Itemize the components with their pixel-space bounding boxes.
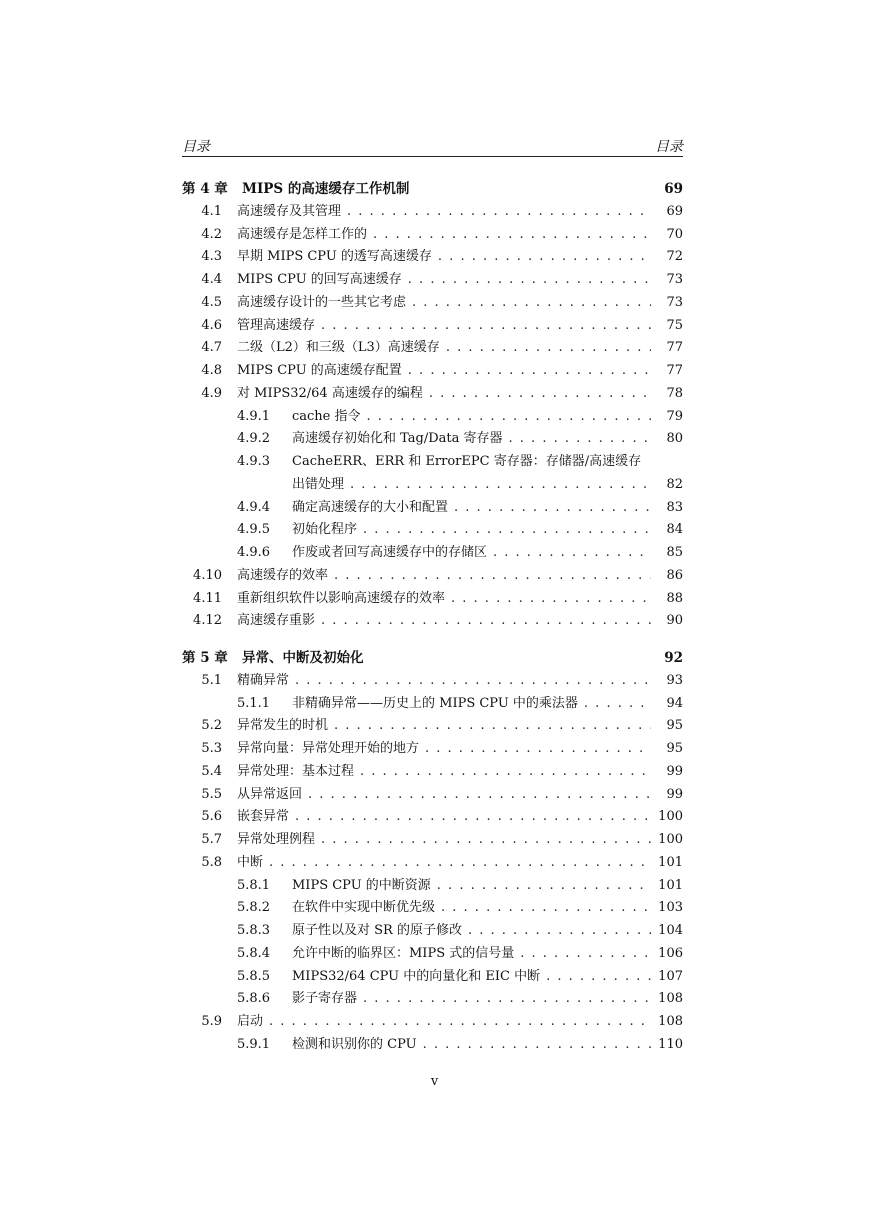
toc-subsection-entry[interactable]: [182, 920, 683, 943]
entry-page: 103: [658, 900, 683, 916]
dot-leader: [546, 966, 651, 989]
entry-number: 4.5: [201, 294, 222, 310]
table-of-contents: [182, 178, 683, 1057]
entry-number: 4.12: [193, 613, 222, 629]
toc-section-entry[interactable]: [182, 852, 683, 875]
entry-page: 94: [666, 695, 683, 711]
chapter-title: MIPS 的高速缓存工作机制: [242, 181, 410, 197]
dot-leader: [363, 519, 651, 542]
entry-title: 高速缓存的效率: [237, 567, 329, 583]
entry-number: 4.9.2: [237, 431, 271, 447]
entry-page: 108: [658, 991, 683, 1007]
entry-title: 启动: [237, 1014, 264, 1029]
entry-page: 80: [666, 431, 683, 447]
toc-subsection-entry[interactable]: [182, 519, 683, 542]
dot-leader: [269, 852, 651, 875]
entry-title: 检测和识别你的 CPU: [292, 1036, 417, 1052]
entry-page: 95: [666, 741, 683, 756]
toc-subsection-entry[interactable]: [182, 988, 683, 1011]
header-right: 目录: [655, 139, 683, 155]
entry-number: 5.4: [201, 763, 222, 779]
entry-title: 对 MIPS32/64 高速缓存的编程: [237, 385, 423, 401]
entry-page: 88: [666, 590, 683, 606]
dot-leader: [347, 201, 651, 224]
entry-title: 非精确异常——历史上的 MIPS CPU 中的乘法器: [292, 695, 578, 711]
dot-leader: [367, 406, 651, 429]
toc-subsection-entry[interactable]: [182, 542, 683, 565]
chapter-title: 异常、中断及初始化: [242, 650, 364, 666]
entry-number: 5.1: [201, 672, 222, 688]
toc-subsection-entry[interactable]: [182, 897, 683, 920]
entry-page: 73: [666, 294, 683, 310]
entry-title: 确定高速缓存的大小和配置: [292, 499, 449, 515]
toc-section-entry[interactable]: [182, 1011, 683, 1034]
dot-leader: [334, 565, 651, 588]
dot-leader: [451, 588, 651, 611]
entry-title: 精确异常: [237, 672, 290, 688]
toc-section-entry[interactable]: [182, 738, 683, 761]
entry-title: 作废或者回写高速缓存中的存储区: [292, 545, 488, 560]
toc-subsection-entry[interactable]: [182, 497, 683, 520]
dot-leader: [584, 693, 651, 716]
chapter-page: 69: [664, 181, 683, 197]
chapter-page: 92: [664, 650, 683, 666]
entry-title: 管理高速缓存: [237, 317, 316, 333]
entry-page: 99: [666, 763, 683, 779]
entry-page: 79: [666, 408, 683, 424]
dot-leader: [408, 360, 651, 383]
entry-title: 原子性以及对 SR 的原子修改: [292, 923, 462, 938]
toc-section-entry[interactable]: [182, 383, 683, 406]
entry-title: 异常向量：异常处理开始的地方: [237, 741, 420, 756]
entry-number: 4.4: [201, 272, 222, 287]
entry-number: 4.11: [193, 590, 222, 606]
dot-leader: [509, 428, 651, 451]
dot-leader: [360, 761, 651, 784]
entry-title: 允许中断的临界区：MIPS 式的信号量: [292, 945, 515, 961]
entry-page: 85: [666, 545, 683, 560]
dot-leader: [373, 224, 651, 247]
entry-title: cache 指令: [292, 408, 361, 424]
entry-title: 高速缓存设计的一些其它考虑: [237, 294, 407, 310]
entry-page: 75: [666, 317, 683, 333]
entry-page: 84: [666, 522, 683, 538]
entry-number: 5.1.1: [237, 695, 271, 711]
toc-section-entry[interactable]: [182, 610, 683, 633]
entry-title: 出错处理: [292, 476, 345, 492]
dot-leader: [350, 474, 651, 497]
toc-section-entry[interactable]: [182, 670, 683, 693]
chapter-label: 第 4 章: [182, 181, 228, 197]
entry-number: 4.1: [201, 203, 222, 219]
entry-number: 5.8.1: [237, 877, 271, 893]
dot-leader: [423, 1034, 651, 1057]
entry-title: 二级（L2）和三级（L3）高速缓存: [237, 340, 440, 356]
entry-title: MIPS CPU 的高速缓存配置: [237, 363, 402, 378]
toc-subsection-entry[interactable]: [182, 1034, 683, 1057]
entry-page: 73: [666, 272, 683, 287]
entry-page: 77: [666, 363, 683, 378]
page-number: v: [430, 1074, 439, 1089]
entry-number: 5.2: [201, 718, 222, 734]
entry-number: 4.9.6: [237, 545, 271, 560]
entry-page: 101: [658, 877, 683, 893]
entry-page: 99: [666, 786, 683, 802]
entry-number: 5.8.3: [237, 923, 271, 938]
entry-number: 5.7: [201, 832, 222, 847]
toc-section-entry[interactable]: [182, 715, 683, 738]
chapter-heading[interactable]: [182, 178, 683, 201]
header-left: 目录: [182, 139, 210, 155]
dot-leader: [408, 269, 651, 292]
dot-leader: [520, 943, 651, 966]
entry-title: 嵌套异常: [237, 809, 290, 825]
entry-number: 4.10: [193, 567, 222, 583]
entry-title: 在软件中实现中断优先级: [292, 900, 436, 916]
chapter-heading[interactable]: [182, 647, 683, 670]
entry-title: 高速缓存是怎样工作的: [237, 226, 368, 242]
entry-page: 90: [666, 613, 683, 629]
entry-number: 5.8.6: [237, 991, 271, 1007]
entry-number: 4.9.5: [237, 522, 271, 538]
toc-section-entry[interactable]: [182, 337, 683, 360]
entry-page: 69: [666, 203, 683, 219]
toc-subsection-entry[interactable]: [182, 943, 683, 966]
entry-number: 5.9.1: [237, 1036, 271, 1052]
toc-subsection-entry[interactable]: [182, 966, 683, 989]
entry-number: 5.9: [201, 1014, 222, 1029]
entry-number: 5.6: [201, 809, 222, 825]
entry-title: 异常处理例程: [237, 832, 316, 847]
entry-number: 4.6: [201, 317, 222, 333]
toc-subsection-entry[interactable]: [182, 428, 683, 451]
entry-number: 4.2: [201, 226, 222, 242]
entry-number: 5.5: [201, 786, 222, 802]
entry-page: 82: [666, 476, 683, 492]
entry-title: 异常处理：基本过程: [237, 763, 355, 779]
toc-section-entry[interactable]: [182, 784, 683, 807]
entry-title: 早期 MIPS CPU 的透写高速缓存: [237, 249, 432, 265]
entry-page: 77: [666, 340, 683, 356]
entry-page: 86: [666, 567, 683, 583]
entry-title: 中断: [237, 854, 264, 870]
entry-title: 初始化程序: [292, 522, 358, 538]
entry-title: 异常发生的时机: [237, 718, 329, 734]
toc-subsection-entry[interactable]: [182, 693, 683, 716]
entry-number: 5.3: [201, 741, 222, 756]
entry-page: 107: [658, 968, 683, 984]
toc-section-entry[interactable]: [182, 806, 683, 829]
dot-leader: [468, 920, 651, 943]
chapter-gap: [182, 633, 683, 647]
entry-number: 4.9.1: [237, 408, 271, 424]
toc-section-entry[interactable]: [182, 269, 683, 292]
entry-page: 83: [666, 499, 683, 515]
entry-number: 4.3: [201, 249, 222, 265]
entry-number: 4.9.3: [237, 454, 271, 469]
running-header: [182, 136, 683, 157]
dot-leader: [308, 784, 651, 807]
dot-leader: [269, 1011, 651, 1034]
dot-leader: [334, 715, 651, 738]
toc-subsection-entry[interactable]: [182, 474, 683, 497]
toc-section-entry[interactable]: [182, 761, 683, 784]
dot-leader: [446, 337, 651, 360]
dot-leader: [321, 829, 651, 852]
entry-page: 72: [666, 249, 683, 265]
entry-page: 100: [658, 809, 683, 825]
entry-title: 高速缓存重影: [237, 613, 316, 629]
toc-section-entry[interactable]: [182, 224, 683, 247]
entry-number: 5.8.5: [237, 968, 271, 984]
dot-leader: [493, 542, 651, 565]
dot-leader: [441, 897, 651, 920]
entry-number: 5.8: [201, 854, 222, 870]
toc-section-entry[interactable]: [182, 246, 683, 269]
entry-title: 高速缓存初始化和 Tag/Data 寄存器: [292, 431, 503, 447]
dot-leader: [295, 806, 651, 829]
toc-section-entry[interactable]: [182, 565, 683, 588]
entry-page: 104: [658, 923, 683, 938]
toc-subsection-entry[interactable]: [182, 406, 683, 429]
toc-section-entry[interactable]: [182, 829, 683, 852]
dot-leader: [454, 497, 651, 520]
entry-title: 影子寄存器: [292, 991, 358, 1007]
dot-leader: [363, 988, 651, 1011]
entry-title: MIPS32/64 CPU 中的向量化和 EIC 中断: [292, 968, 541, 984]
entry-page: 101: [658, 854, 683, 870]
entry-page: 95: [666, 718, 683, 734]
entry-number: 4.9: [201, 385, 222, 401]
entry-title: MIPS CPU 的中断资源: [292, 877, 431, 893]
toc-subsection-entry[interactable]: [182, 451, 683, 474]
entry-number: 4.7: [201, 340, 222, 356]
dot-leader: [412, 292, 651, 315]
entry-page: 78: [666, 385, 683, 401]
dot-leader: [438, 246, 651, 269]
dot-leader: [321, 610, 651, 633]
dot-leader: [295, 670, 651, 693]
entry-title: 重新组织软件以影响高速缓存的效率: [237, 590, 446, 606]
entry-title: CacheERR、ERR 和 ErrorEPC 寄存器：存储器/高速缓存: [292, 454, 642, 469]
entry-page: 100: [658, 832, 683, 847]
toc-section-entry[interactable]: [182, 201, 683, 224]
entry-number: 5.8.4: [237, 945, 271, 961]
entry-page: 93: [666, 672, 683, 688]
entry-number: 4.8: [201, 363, 222, 378]
entry-page: 70: [666, 226, 683, 242]
entry-number: 4.9.4: [237, 499, 271, 515]
toc-section-entry[interactable]: [182, 588, 683, 611]
toc-section-entry[interactable]: [182, 292, 683, 315]
toc-section-entry[interactable]: [182, 315, 683, 338]
entry-title: MIPS CPU 的回写高速缓存: [237, 272, 402, 287]
entry-number: 5.8.2: [237, 900, 271, 916]
dot-leader: [429, 383, 651, 406]
toc-subsection-entry[interactable]: [182, 875, 683, 898]
dot-leader: [321, 315, 651, 338]
entry-title: 从异常返回: [237, 786, 303, 802]
toc-section-entry[interactable]: [182, 360, 683, 383]
chapter-label: 第 5 章: [182, 650, 228, 666]
entry-page: 106: [658, 945, 683, 961]
entry-page: 110: [658, 1036, 683, 1052]
entry-page: 108: [658, 1014, 683, 1029]
dot-leader: [425, 738, 651, 761]
entry-title: 高速缓存及其管理: [237, 203, 342, 219]
dot-leader: [437, 875, 651, 898]
